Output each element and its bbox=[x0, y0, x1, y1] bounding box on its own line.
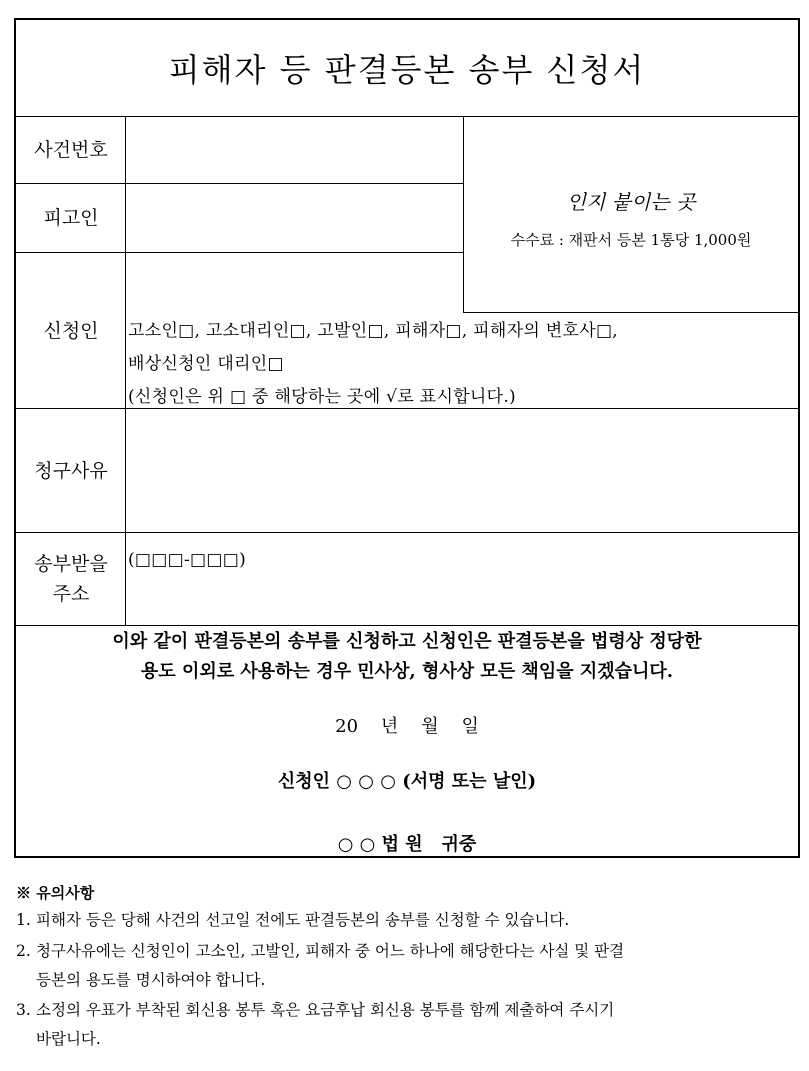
note-number: 1. bbox=[16, 911, 31, 929]
stamp-fee: 수수료 : 재판서 등본 1통당 1,000원 bbox=[510, 231, 752, 249]
note-text: 피해자 등은 당해 사건의 선고일 전에도 판결등본의 송부를 신청할 수 있습니다. bbox=[36, 911, 570, 929]
label-address-line2: 주소 bbox=[52, 583, 90, 605]
note-number: 3. bbox=[16, 1001, 31, 1019]
divider bbox=[15, 408, 799, 409]
note-text: 소정의 우표가 부착된 회신용 봉투 혹은 요금후납 회신용 봉투를 함께 제출하여 주시기 bbox=[36, 1001, 615, 1019]
defendant-field[interactable] bbox=[127, 185, 462, 251]
declaration-signature: 신청인 ○ ○ ○ (서명 또는 날인) bbox=[277, 771, 537, 792]
note-text: 등본의 용도를 명시하여야 합니다. bbox=[36, 971, 266, 989]
note-text: 바랍니다. bbox=[36, 1030, 101, 1048]
label-address bbox=[16, 533, 126, 625]
reason-field[interactable] bbox=[127, 410, 797, 531]
page-title: 피해자 등 판결등본 송부 신청서 bbox=[168, 51, 646, 89]
applicant-options-line1[interactable]: 고소인□, 고소대리인□, 고발인□, 피해자□, 피해자의 변호사□, bbox=[128, 321, 619, 341]
applicant-options-line2[interactable]: 배상신청인 대리인□ bbox=[128, 354, 284, 374]
address-field[interactable]: (□□□-□□□) bbox=[128, 550, 247, 570]
label-reason: 청구사유 bbox=[34, 459, 108, 482]
notes-title: ※ 유의사항 bbox=[16, 884, 95, 902]
label-address-line1: 송부받을 bbox=[34, 553, 108, 575]
stamp-title: 인지 붙이는 곳 bbox=[566, 190, 696, 214]
applicant-instruction: (신청인은 위 □ 중 해당하는 곳에 √로 표시합니다.) bbox=[128, 387, 516, 407]
label-defendant: 피고인 bbox=[43, 207, 99, 229]
declaration-line2: 용도 이외로 사용하는 경우 민사상, 형사상 모든 책임을 지겠습니다. bbox=[140, 661, 674, 682]
case-number-field[interactable] bbox=[127, 118, 462, 182]
divider bbox=[463, 312, 799, 313]
label-case-number: 사건번호 bbox=[34, 139, 108, 161]
divider bbox=[15, 532, 799, 533]
declaration-line1: 이와 같이 판결등본의 송부를 신청하고 신청인은 판결등본을 법령상 정당한 bbox=[112, 631, 702, 652]
note-text: 청구사유에는 신청인이 고소인, 고발인, 피해자 중 어느 하나에 해당한다는 사실 및 판결 bbox=[36, 942, 625, 960]
declaration-date: 20 년 월 일 bbox=[335, 716, 479, 737]
divider bbox=[15, 625, 799, 626]
note-number: 2. bbox=[16, 942, 31, 960]
label-applicant: 신청인 bbox=[43, 319, 99, 342]
declaration-court: ○ ○ 법 원 귀중 bbox=[337, 834, 477, 855]
